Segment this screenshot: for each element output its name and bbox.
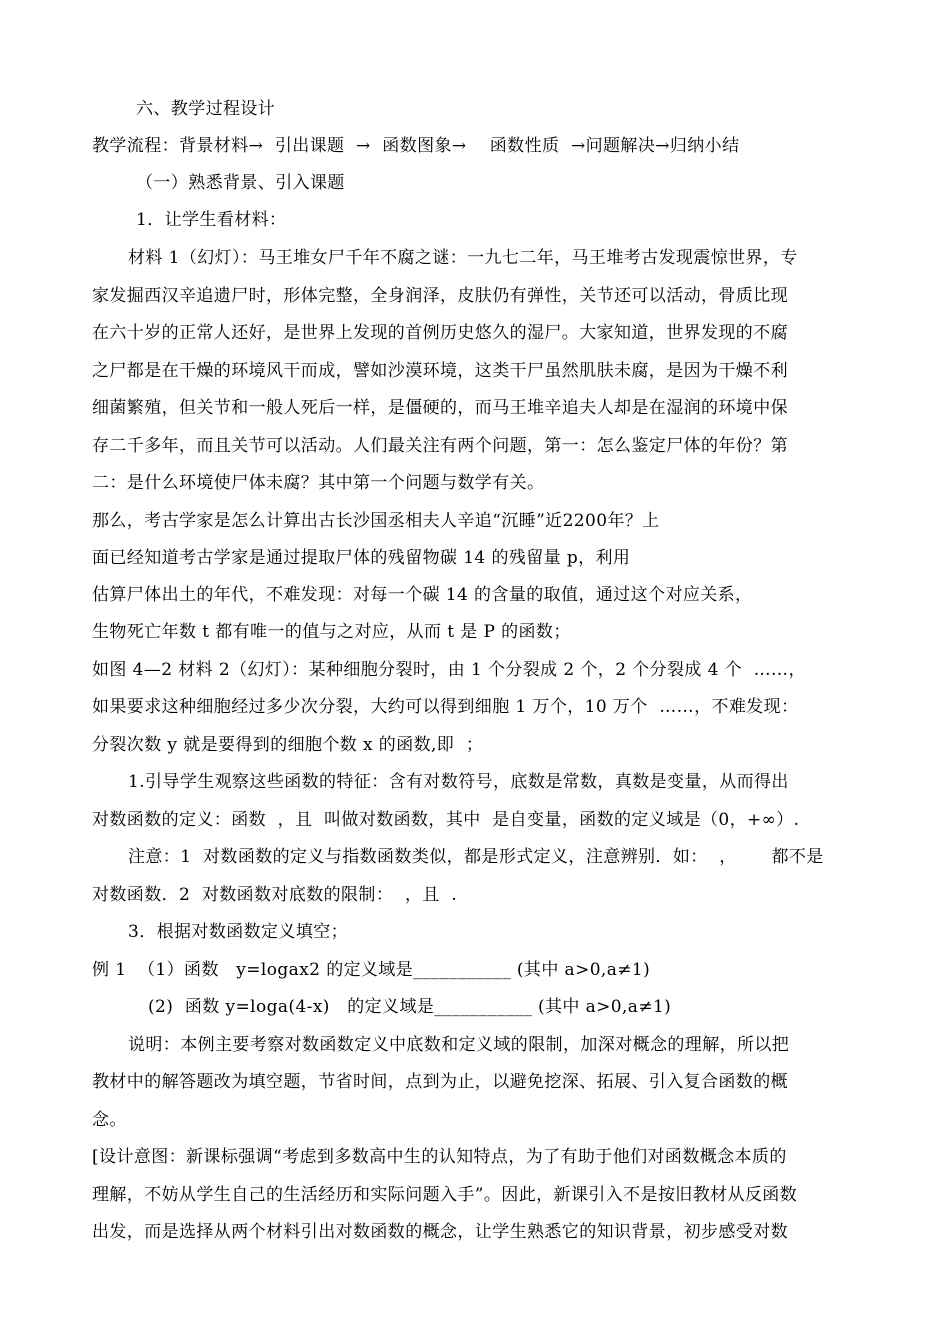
note-line: 对数函数．2 对数函数对底数的限制： ，且 . xyxy=(92,885,458,905)
design-intent-line: 理解，不妨从学生自己的生活经历和实际问题入手”。因此，新课引入不是按旧教材从反函数 xyxy=(92,1185,798,1205)
example-line: 例 1 （1）函数 y=logax2 的定义域是___________ (其中 a>0,a≠1) xyxy=(92,960,651,980)
guide-line: 1.引导学生观察这些函数的特征：含有对数符号，底数是常数，真数是变量，从而得出 xyxy=(128,772,789,792)
design-intent-line: [设计意图：新课标强调“考虑到多数高中生的认知特点，为了有助于他们对函数概念本质的 xyxy=(92,1147,787,1167)
explanation-line: 教材中的解答题改为填空题，节省时间，点到为止，以避免挖深、拓展、引入复合函数的概 xyxy=(92,1072,788,1092)
explanation-line: 说明：本例主要考察对数函数定义中底数和定义域的限制，加深对概念的理解，所以把 xyxy=(128,1035,790,1055)
example-line: (2) 函数 y=loga(4-x) 的定义域是___________ (其中 a>0,a≠1) xyxy=(148,997,672,1017)
material-2-line: 如果要求这种细胞经过多少次分裂，大约可以得到细胞 1 万个，10 万个 ……，不难发现： xyxy=(92,697,799,717)
teaching-flow-line: 教学流程：背景材料→ 引出课题 → 函数图象→ 函数性质 →问题解决→归纳小结 xyxy=(92,136,740,156)
item-heading: 3．根据对数函数定义填空； xyxy=(128,922,349,942)
definition-line: 对数函数的定义：函数 ，且 叫做对数函数，其中 是自变量，函数的定义域是（0，+∞）. xyxy=(92,810,800,830)
material-2-line: 如图 4—2 材料 2（幻灯）：某种细胞分裂时，由 1 个分裂成 2 个，2 个分裂成 4 个 ……， xyxy=(92,660,806,680)
material-1-line: 二：是什么环境使尸体未腐？其中第一个问题与数学有关。 xyxy=(92,473,545,493)
item-heading: 1．让学生看材料： xyxy=(136,210,287,230)
material-1-line: 家发掘西汉辛追遗尸时，形体完整，全身润泽，皮肤仍有弹性，关节还可以活动，骨质比现 xyxy=(92,286,788,306)
note-line: 注意：1 对数函数的定义与指数函数类似，都是形式定义，注意辨别．如： ， 都不是 xyxy=(128,847,824,867)
material-1-line: 之尸都是在干燥的环境风干而成，譬如沙漠环境，这类干尸虽然肌肤未腐，是因为干燥不利 xyxy=(92,361,788,381)
material-2-line: 分裂次数 y 就是要得到的细胞个数 x 的函数,即 ； xyxy=(92,735,484,755)
explanation-line: 念。 xyxy=(92,1110,127,1130)
carbon-paragraph-line: 生物死亡年数 t 都有唯一的值与之对应，从而 t 是 P 的函数； xyxy=(92,622,571,642)
carbon-paragraph-line: 估算尸体出土的年代，不难发现：对每一个碳 14 的含量的取值，通过这个对应关系， xyxy=(92,585,753,605)
subsection-heading: （一）熟悉背景、引入课题 xyxy=(136,173,345,193)
material-1-line: 在六十岁的正常人还好，是世界上发现的首例历史悠久的湿尸。大家知道，世界发现的不腐 xyxy=(92,323,788,343)
design-intent-line: 出发，而是选择从两个材料引出对数函数的概念，让学生熟悉它的知识背景，初步感受对数 xyxy=(92,1222,788,1242)
material-1-line: 存二千多年，而且关节可以活动。人们最关注有两个问题，第一：怎么鉴定尸体的年份？第 xyxy=(92,436,788,456)
section-title: 六、教学过程设计 xyxy=(136,99,276,119)
carbon-paragraph-line: 那么，考古学家是怎么计算出古长沙国丞相夫人辛追“沉睡”近2200年？上 xyxy=(92,511,660,531)
material-1-line: 细菌繁殖，但关节和一般人死后一样，是僵硬的，而马王堆辛追夫人却是在湿润的环境中保 xyxy=(92,398,788,418)
carbon-paragraph-line: 面已经知道考古学家是通过提取尸体的残留物碳 14 的残留量 p，利用 xyxy=(92,548,631,568)
material-1-line: 材料 1（幻灯）：马王堆女尸千年不腐之谜：一九七二年，马王堆考古发现震惊世界，专 xyxy=(128,248,798,268)
